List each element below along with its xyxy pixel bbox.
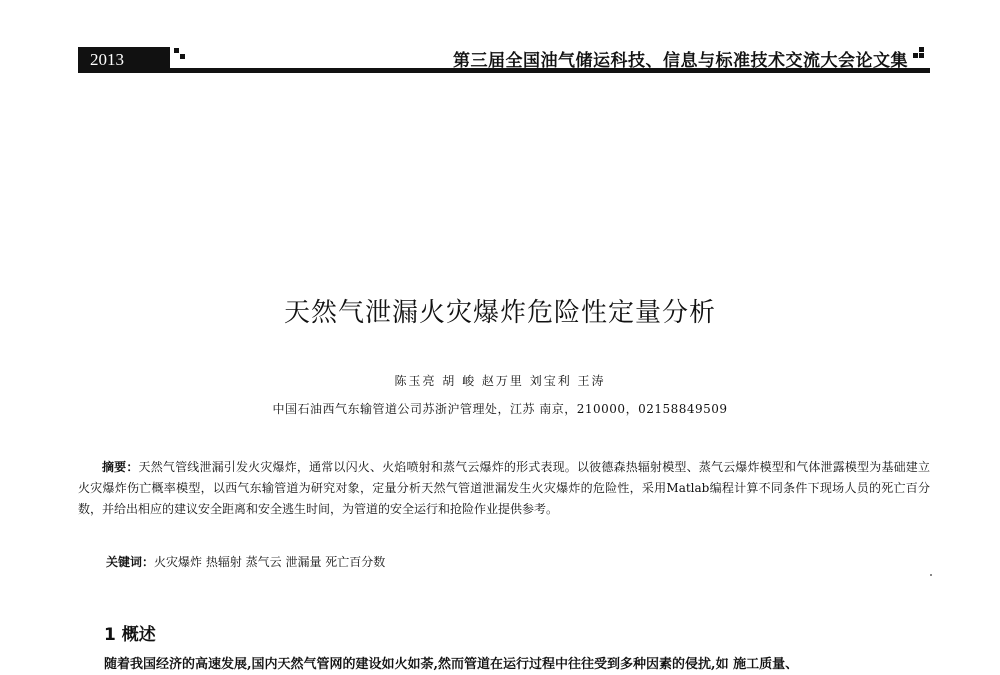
keywords [106, 553, 385, 570]
year-box: 2013 [78, 47, 170, 73]
abstract-text: 天然气管线泄漏引发火灾爆炸，通常以闪火、火焰喷射和蒸气云爆炸的形式表现。以彼德森热辐射模型、蒸气云爆炸模型和气体泄露模型为基础建立火灾爆炸伤亡概率模型，以西气东输管道为研究对象，定量分析天然气管道泄漏发生火灾爆炸的危险性，采用Matlab编程计算不同条件下现场人员的死亡百分数，并给出相应的建议安全距离和安全逃生时间，为管道的安全运行和抢险作业提供参考。 [78, 460, 930, 516]
abstract-label: 摘要： [102, 460, 139, 474]
keywords-text: 火灾爆炸 热辐射 蒸气云 泄漏量 死亡百分数 [154, 555, 386, 569]
keywords-label: 关键词： [106, 555, 155, 569]
body-text: 随着我国经济的高速发展,国内天然气管网的建设如火如荼,然而管道在运行过程中往往受到多种因素的侵扰,如 施工质量、 [104, 657, 799, 672]
header-end-mark-icon [913, 47, 925, 59]
abstract [78, 457, 930, 520]
authors: 陈玉亮 胡 峻 赵万里 刘宝利 王涛 [394, 374, 606, 388]
section-heading: 1 概述 [104, 625, 156, 645]
affiliation: 中国石油西气东输管道公司苏浙沪管理处，江苏 南京，210000，02158849509 [272, 402, 728, 416]
conference-title: 第三届全国油气储运科技、信息与标准技术交流大会论文集 [453, 51, 908, 71]
scan-speck [930, 574, 932, 576]
header-mark-icon [174, 48, 186, 60]
paper-title: 天然气泄漏火灾爆炸危险性定量分析 [283, 298, 716, 328]
